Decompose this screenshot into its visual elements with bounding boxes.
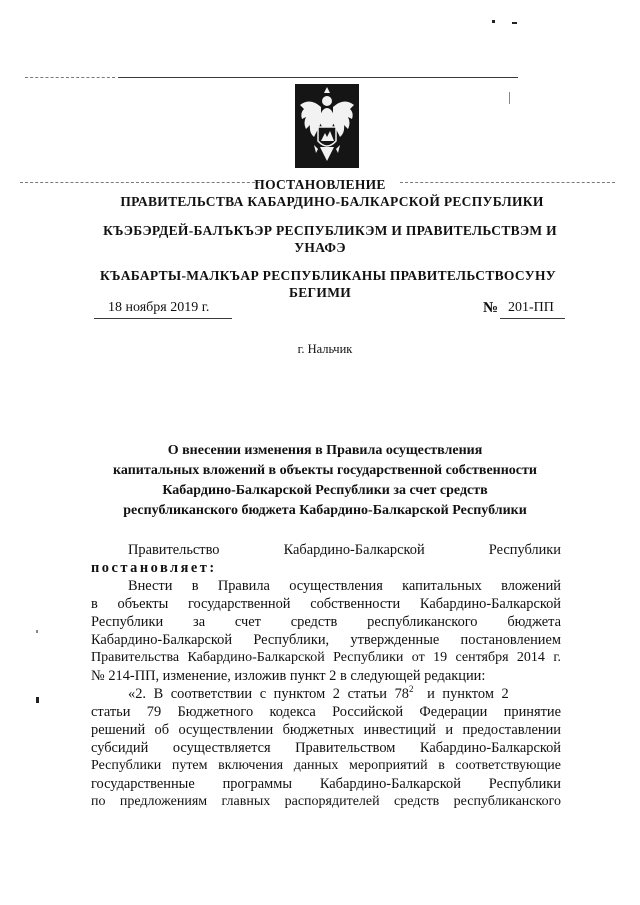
body-line: Кабардино-Балкарской Республики, утвержденные постановлением [91,632,561,648]
scan-speck [512,22,517,24]
coat-of-arms-emblem [294,83,360,169]
number-underline [500,318,565,319]
body-line: Правительство Кабардино-Балкарской Республики [128,542,561,558]
body-line: государственные программы Кабардино-Балкарской Республики [91,776,561,792]
doc-type-heading: ПОСТАНОВЛЕНИЕ [254,177,386,192]
issuer-russian: ПРАВИТЕЛЬСТВА КАБАРДИНО-БАЛКАРСКОЙ РЕСПУБЛИКИ [120,194,544,209]
body-line-decree: постановляет: [91,560,217,576]
superscript: 2 [409,684,414,695]
resolution-title-line-3: Кабардино-Балкарской Республики за счет средств [162,483,488,498]
scan-speck [509,92,510,104]
body-line-quote-start [128,685,561,703]
quote-text: и пунктом 2 [419,686,509,702]
body-line: субсидий осуществляется Правительством Кабардино-Балкарской [91,740,561,756]
scan-rule-top [25,77,115,78]
issuer-balkar-line1: КЪАБАРТЫ-МАЛКЪАР РЕСПУБЛИКАНЫ ПРАВИТЕЛЬСТВОСУНУ [100,268,556,283]
body-line: Внести в Правила осуществления капитальных вложений [128,578,561,594]
resolution-title-line-1: О внесении изменения в Правила осуществления [167,443,483,458]
scan-speck [36,630,38,633]
top-rule [118,77,518,78]
document-date: 18 ноября 2019 г. [108,300,210,315]
body-line: № 214-ПП, изменение, изложив пункт 2 в следующей редакции: [91,668,486,684]
quote-text: «2. В соответствии с пунктом 2 статьи 78 [128,686,410,702]
date-underline [94,318,232,319]
body-line: по предложениям главных распорядителей средств республиканского [91,794,561,809]
scan-speck [492,20,495,23]
resolution-title-line-4: республиканского бюджета Кабардино-Балкарской Республики [123,503,527,518]
number-label: № [483,300,499,316]
body-line: Правительства Кабардино-Балкарской Республики от 19 сентября 2014 г. [91,650,561,665]
city: г. Нальчик [297,342,353,356]
resolution-title-line-2: капитальных вложений в объекты государственной собственности [113,463,537,478]
scan-speck [36,697,39,703]
issuer-kabardian-line2: УНАФЭ [294,240,346,255]
body-line: статьи 79 Бюджетного кодекса Российской Федерации принятие [91,704,561,720]
issuer-kabardian-line1: КЪЭБЭРДЕЙ-БАЛЪКЪЭР РЕСПУБЛИКЭМ И ПРАВИТЕЛЬСТВЭМ И [103,223,557,238]
body-line: решений об осуществлении бюджетных инвестиций и предоставлении [91,722,561,738]
issuer-balkar-line2: БЕГИМИ [288,285,352,300]
document-number: 201-ПП [508,300,554,315]
body-line: Республики за счет средств республиканского бюджета [91,614,561,630]
body-line: Республики путем включения данных мероприятий в соответствующие [91,758,561,773]
body-line: в объекты государственной собственности Кабардино-Балкарской [91,596,561,612]
